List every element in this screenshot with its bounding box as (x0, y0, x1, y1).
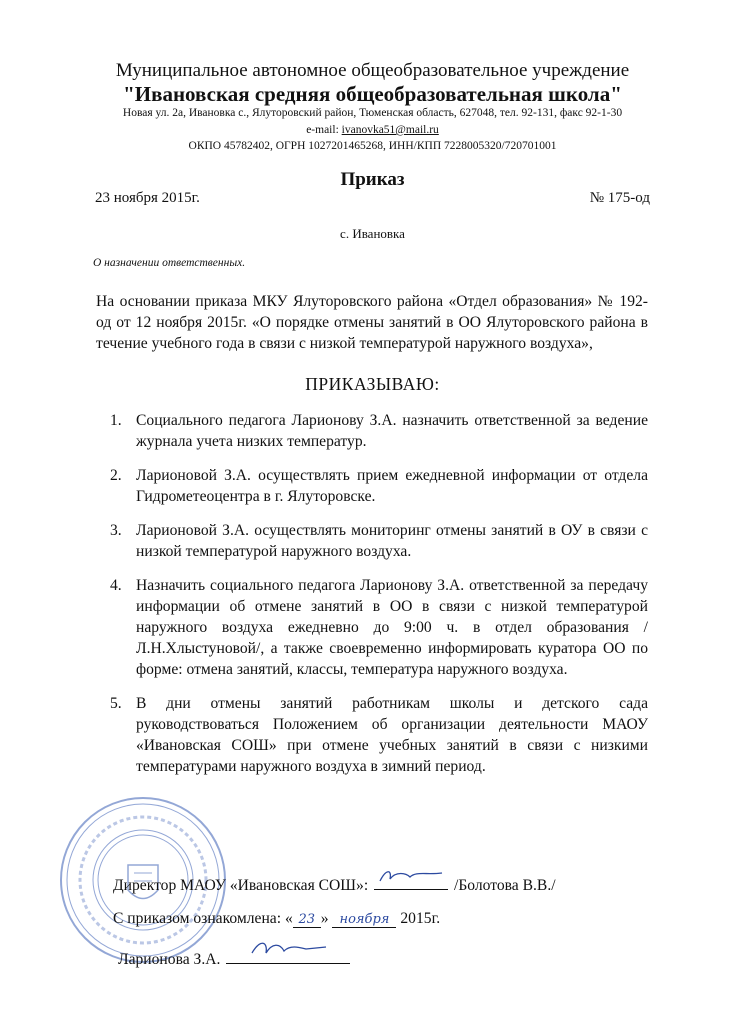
list-item (100, 465, 648, 507)
signature-icon (376, 867, 446, 885)
employee-name: Ларионова З.А. (118, 951, 221, 968)
director-name: /Болотова В.В./ (453, 877, 556, 894)
order-title: Приказ (340, 169, 405, 190)
acquaintance-quote: » (320, 910, 329, 927)
order-number: № 175-од (589, 190, 650, 206)
order-basis-paragraph: На основании приказа МКУ Ялуторовского района «Отдел образования» № 192-од от 12 ноября 2015г. «О порядке отмены занятий в ОО Ялуторовского района в течение учебного года в связи с низкой температурой наружного воздуха», (96, 293, 648, 352)
order-subject: О назначении ответственных. (93, 257, 246, 269)
acquaintance-label: С приказом ознакомлена: « (113, 910, 293, 927)
item-number: 4. (110, 577, 122, 594)
order-items-list (100, 410, 648, 790)
acquaintance-day: 23 (293, 912, 321, 928)
item-number: 5. (110, 695, 122, 712)
item-text: Ларионовой З.А. осуществлять прием ежедневной информации от отдела Гидрометеоцентра в г. Ялуторовске. (136, 467, 648, 505)
list-item (100, 575, 648, 680)
acquaintance-month: ноября (332, 912, 396, 928)
employee-signature-line (118, 947, 352, 969)
email-label: e-mail: (306, 124, 339, 136)
list-item (100, 693, 648, 777)
employee-signature-field (226, 947, 350, 964)
director-signature-line (113, 873, 556, 895)
list-item (100, 520, 648, 562)
director-label: Директор МАОУ «Ивановская СОШ»: (113, 877, 369, 894)
acquaintance-year: 2015г. (400, 910, 441, 927)
school-name: "Ивановская средняя общеобразовательная школа" (123, 82, 622, 106)
email-line (0, 124, 745, 136)
email-link[interactable]: ivanovka51@mail.ru (341, 124, 439, 136)
order-date: 23 ноября 2015г. (95, 190, 200, 206)
registration-codes: ОКПО 45782402, ОГРН 1027201465268, ИНН/КПП 7228005320/720701001 (188, 140, 557, 152)
item-number: 1. (110, 412, 122, 429)
order-place: с. Ивановка (340, 226, 405, 241)
item-number: 2. (110, 467, 122, 484)
acquaintance-line (113, 910, 440, 928)
item-number: 3. (110, 522, 122, 539)
item-text: Ларионовой З.А. осуществлять мониторинг отмены занятий в ОУ в связи с низкой температурой наружного воздуха. (136, 522, 648, 560)
item-text: В дни отмены занятий работникам школы и детского сада руководствоваться Положением об организации деятельности МАОУ «Ивановская СОШ» при отмене учебных занятий в связи с низкими температурами наружного воздуха в зимний период. (136, 695, 648, 775)
item-text: Назначить социального педагога Ларионову З.А. ответственной за передачу информации об отмене занятий в ОО в связи с низкой температурой наружного воздуха ежедневно до 9:00 ч. в отдел образования /Л.Н.Хлыстуновой/, а также своевременно информировать куратора ОО по форме: отмена занятий, классы, температура наружного воздуха. (136, 577, 648, 678)
organization-name: Муниципальное автономное общеобразовательное учреждение (115, 60, 630, 81)
signature-icon (246, 937, 366, 959)
list-item (100, 410, 648, 452)
order-directive-heading: ПРИКАЗЫВАЮ: (305, 374, 440, 394)
address-line: Новая ул. 2а, Ивановка с., Ялуторовский район, Тюменская область, 627048, тел. 92-131, факс 92-1-30 (122, 107, 623, 119)
item-text: Социального педагога Ларионову З.А. назначить ответственной за ведение журнала учета низких температур. (136, 412, 648, 450)
director-signature-field (374, 873, 448, 890)
